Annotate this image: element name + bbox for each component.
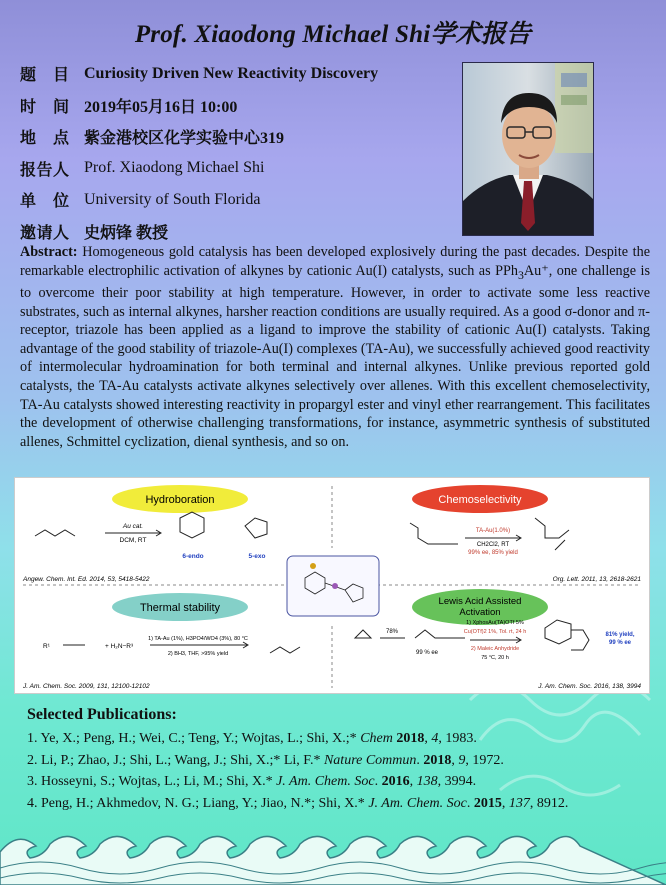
label-ee-yield: 99% ee, 85% yield bbox=[468, 550, 518, 556]
info-label: 地 点 bbox=[20, 130, 70, 148]
panel-title-chemoselectivity: Chemoselectivity bbox=[438, 494, 522, 506]
pub-journal: Nature Commun bbox=[323, 752, 417, 768]
info-value: 史炳锋 教授 bbox=[84, 224, 169, 242]
info-row-affiliation bbox=[20, 184, 450, 216]
pub-journal: J. Am. Chem. Soc bbox=[368, 795, 467, 811]
label-5-exo: 5-exo bbox=[248, 553, 266, 560]
publications bbox=[27, 706, 627, 814]
ref-jacs-2016: J. Am. Chem. Soc. 2016, 138, 3994 bbox=[538, 683, 641, 690]
abstract-text-2: Au⁺, one challenge is to overcome their poor stability at high temperature. However, in order to activate some less reactive substrates, such as internal alkynes, harsher reaction conditions are usually required. As a good σ-donor and π-receptor, triazole has been applied as a ligand to improve the stability of cationic Au(I) catalysts. Taking advantage of the good stability of triazole-Au(I) complexes (TA-Au), we successfully achieved good reactivity of intermolecular hydroamination for both terminal and internal alkynes. Unlike previous reported gold catalysts, the TA-Au catalysts activate alkynes selectively over allenes. With this excellent chemoselectivity, TA-Au catalysts showed interesting reactivity in propargyl ester and vinyl ether rearrangement. This facilitates the development of otherwise challenging transformations, for instance, asymmetric synthesis of substituted allenes, Schmittel cyclization, dienal synthesis, and so on. bbox=[20, 262, 650, 450]
ref-org-lett: Org. Lett. 2011, 13, 2618-2621 bbox=[552, 576, 641, 583]
label-au-cat: Au cat. bbox=[122, 523, 144, 530]
abstract-text-1: Homogeneous gold catalysis has been developed explosively during the past decades. Despite the remarkable electrophilic activation of alkynes by cationic Au(I) catalysts, such as PPh bbox=[20, 244, 650, 279]
pub-volume: 9 bbox=[458, 752, 466, 768]
info-row-speaker bbox=[20, 153, 450, 185]
label-la-step-1: 1) XphosAu(TA)OTf 5% bbox=[466, 620, 524, 626]
label-amine: + H₂N−R³ bbox=[105, 643, 134, 650]
label-la-step-3: 2) Maleic Anhydride bbox=[470, 646, 520, 652]
publication-item: 4. Peng, H.; Akhmedov, N. G.; Liang, Y.; Jiao, N.*; Shi, X.* J. Am. Chem. Soc. 2015, 137, 8912. bbox=[27, 795, 569, 811]
pub-year: 2018 bbox=[396, 731, 425, 746]
label-99-ee: 99 % ee bbox=[415, 650, 439, 656]
pub-authors: 2. Li, P.; Zhao, J.; Shi, L.; Wang, J.; Shi, X.;* Li, F.* bbox=[27, 752, 324, 768]
label-dcm-rt: DCM, RT bbox=[119, 537, 147, 544]
pub-pages: , 1983. bbox=[438, 731, 477, 746]
panel-title-thermal-stability: Thermal stability bbox=[139, 602, 221, 614]
pub-volume: 138 bbox=[416, 774, 438, 789]
pub-journal: J. Am. Chem. Soc bbox=[276, 774, 375, 789]
pub-year: 2016 bbox=[381, 774, 410, 789]
label-la-step-4: 75 °C, 20 h bbox=[481, 655, 509, 661]
label-r1: R¹ bbox=[43, 643, 50, 650]
info-value: 2019年05月16日 10:00 bbox=[84, 98, 238, 116]
info-label: 报告人 bbox=[20, 161, 70, 179]
label-78-percent: 78% bbox=[385, 629, 399, 635]
info-row-location bbox=[20, 121, 450, 153]
pub-pages: , 3994. bbox=[437, 774, 477, 789]
speaker-photo bbox=[462, 62, 594, 236]
pub-year: 2015 bbox=[473, 795, 502, 811]
pub-authors: 1. Ye, X.; Peng, H.; Wei, C.; Teng, Y.; Wojtas, L.; Shi, X.;* bbox=[27, 731, 361, 746]
publications-heading: Selected Publications: bbox=[27, 706, 177, 723]
panel-title-hydroboration: Hydroboration bbox=[145, 494, 215, 506]
publication-item: 2. Li, P.; Zhao, J.; Shi, L.; Wang, J.; Shi, X.;* Li, F.* Nature Commun. 2018, 9, 1972. bbox=[27, 752, 504, 768]
info-row-topic bbox=[20, 58, 450, 90]
info-row-time bbox=[20, 90, 450, 122]
pub-volume: 137 bbox=[508, 795, 530, 811]
pub-volume: 4 bbox=[431, 731, 439, 746]
pub-year: 2018 bbox=[423, 752, 452, 768]
info-value: Curiosity Driven New Reactivity Discovery bbox=[84, 64, 379, 82]
abstract-label: Abstract: bbox=[20, 244, 78, 260]
panel-title-activation: Activation bbox=[459, 607, 501, 618]
info-block bbox=[20, 58, 450, 247]
info-value: University of South Florida bbox=[84, 190, 261, 208]
publication-item: 3. Hosseyni, S.; Wojtas, L.; Li, M.; Shi, X.* J. Am. Chem. Soc. 2016, 138, 3994. bbox=[27, 774, 477, 789]
label-ch2cl2: CH2Cl2, RT bbox=[476, 542, 510, 548]
info-label: 单 位 bbox=[20, 193, 70, 211]
info-label: 时 间 bbox=[20, 98, 70, 116]
pub-journal: Chem bbox=[360, 731, 393, 746]
pub-authors: 3. Hosseyni, S.; Wojtas, L.; Li, M.; Shi, X.* bbox=[27, 774, 277, 789]
reaction-scheme-figure bbox=[14, 477, 650, 694]
pub-authors: 4. Peng, H.; Akhmedov, N. G.; Liang, Y.; Jiao, N.*; Shi, X.* bbox=[27, 795, 369, 811]
label-la-step-2: Cu(OTf)2 1%, Tol. rt, 24 h bbox=[463, 629, 527, 635]
label-thermal-step-1: 1) TA-Au (1%), H3PO4/WO4 (3%), 80 °C bbox=[148, 636, 248, 642]
info-value: 紫金港校区化学实验中心319 bbox=[84, 130, 285, 148]
ref-angew: Angew. Chem. Int. Ed. 2014, 53, 5418-5422 bbox=[23, 576, 150, 583]
info-label: 题 目 bbox=[20, 67, 70, 85]
label-6-endo: 6-endo bbox=[182, 553, 204, 560]
info-value: Prof. Xiaodong Michael Shi bbox=[84, 159, 265, 177]
abstract-subscript: 3 bbox=[517, 267, 524, 282]
label-thermal-step-2: 2) BH3, THF, >95% yield bbox=[167, 651, 229, 657]
wave-border bbox=[0, 836, 666, 885]
label-99-ee-b: 99 % ee bbox=[608, 640, 632, 646]
info-label: 邀请人 bbox=[20, 224, 70, 242]
panel-title-lewis-acid: Lewis Acid Assisted bbox=[438, 596, 522, 607]
label-ta-au: TA-Au(1.0%) bbox=[475, 528, 511, 534]
page-title: Prof. Xiaodong Michael Shi学术报告 bbox=[134, 21, 532, 48]
pub-pages: , 8912. bbox=[529, 795, 569, 811]
ref-jacs-2009: J. Am. Chem. Soc. 2009, 131, 12100-12102 bbox=[23, 683, 150, 690]
pub-pages: , 1972. bbox=[465, 752, 504, 768]
abstract bbox=[20, 243, 650, 451]
publication-item: 1. Ye, X.; Peng, H.; Wei, C.; Teng, Y.; Wojtas, L.; Shi, X.;* Chem 2018, 4, 1983. bbox=[27, 731, 477, 746]
label-81-yield: 81% yield, bbox=[605, 632, 635, 638]
